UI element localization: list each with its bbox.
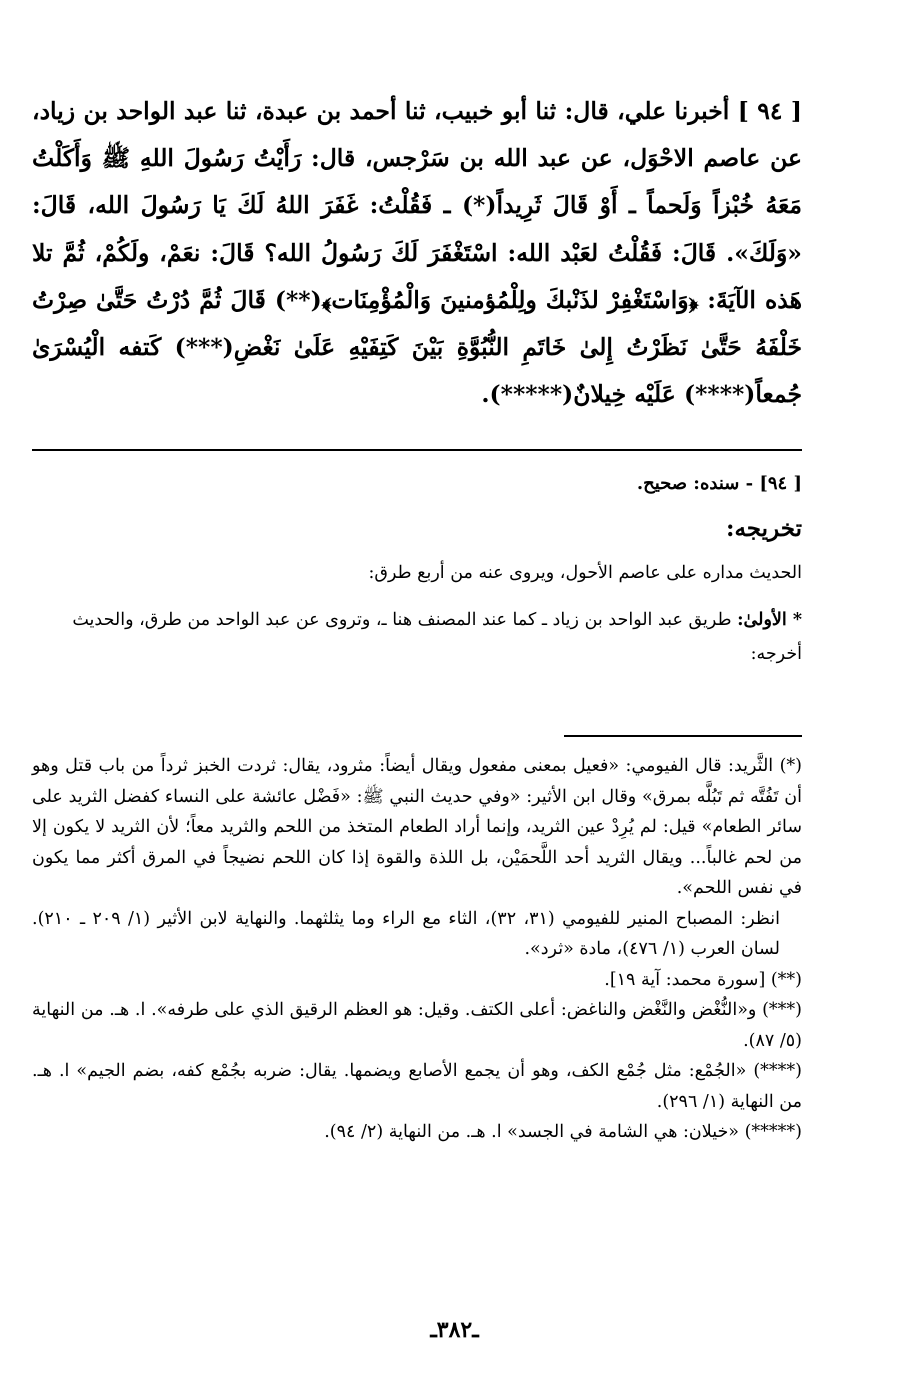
chain-grade: [ ٩٤] - سنده: صحيح. — [636, 473, 802, 495]
takhrij-section — [32, 512, 802, 671]
footnote-khilan: (*****) «خيلان: هي الشامة في الجسد» ا. هـ. من النهاية (٢/ ٩٤). — [324, 1122, 802, 1143]
page-number: ـ٣٨٢ـ — [430, 1317, 479, 1343]
hadith-text: [ ٩٤ ] أخبرنا علي، قال: ثنا أبو خبيب، ثنا أحمد بن عبدة، ثنا عبد الواحد بن زياد، عن عاصم الاحْوَل، عن عبد الله بن سَرْجس، قال: رَأَيْتُ رَسُولَ اللهِ ﷺ وَأَكَلْتُ مَعَهُ خُبْزاً وَلَحماً ـ أَوْ قَالَ ثَرِيداً(*) ـ فَقُلْتُ: غَفَرَ اللهُ لَكَ يَا رَسُولَ الله، قَالَ: «وَلَكَ». قَالَ: فَقُلْتُ لعَبْد الله: اسْتَغْفَرَ لَكَ رَسُولُ الله؟ قَالَ: نعَمْ، ولَكُمْ، ثُمَّ تلا هَذه الآيَةَ: ﴿وَاسْتَغْفِرْ لذَنْبكَ ولِلْمُؤمنينَ وَالْمُؤْمِنَات﴾(**) قَالَ ثُمَّ دُرْتُ حَتَّىٰ صِرْتُ خَلْفَهُ حَتَّىٰ نَظَرْتُ إِلىٰ خَاتَمِ النُّبُوَّةِ بَيْنَ كَتِفَيْهِ عَلَىٰ نَغْضِ(***) كَتفه الْيُسْرَىٰ جُمعاً(****) عَلَيْه خِيلانٌ(*****). — [32, 97, 802, 409]
footnote-tharid: (*) الثَّريد: قال الفيومي: «فعيل بمعنى مفعول ويقال أيضاً: مثرود، يقال: ثردت الخبز ثرداً من باب قتل وهو أن تَفُتَّه ثم تَبُلَّه بمرق» وقال ابن الأثير: «وفي حديث النبي ﷺ: «فَضْل عائشة على النساء كفضل الثريد على سائر الطعام» قيل: لم يُرِدْ عين الثريد، وإنما أراد الطعام المتخذ من اللحم والثريد معاً؛ لأن الثريد لا يكون إلا من لحم غالباً... ويقال الثريد أحد اللَّحمَيْن، بل اللذة والقوة إذا كان اللحم نضيجاً في المرق أكثر مما يكون في نفس اللحم». — [32, 756, 802, 899]
takhrij-heading: تخريجه: — [725, 515, 802, 543]
hadith-text-block — [32, 88, 802, 418]
separator-rule — [32, 449, 802, 451]
page — [32, 88, 802, 1148]
footnote-nughd: (***) و«النُّغْض والنَّغْض والناغض: أعلى الكتف. وقيل: هو العظم الرقيق الذي على طرفه». ا. هـ. من النهاية (٥/ ٨٧). — [32, 1000, 802, 1051]
footnote-separator — [564, 735, 802, 737]
takhrij-first-route — [32, 603, 802, 671]
footnote-surah: (**) [سورة محمد: آية ١٩]. — [604, 969, 802, 990]
first-route-label: * الأولىٰ: — [737, 610, 802, 631]
takhrij-intro: الحديث مداره على عاصم الأحول، ويروى عنه من أربع طرق: — [368, 563, 802, 584]
first-route-text: طريق عبد الواحد بن زياد ـ كما عند المصنف هنا ـ، وتروى عن عبد الواحد من طرق، والحديث أخرجه: — [72, 610, 802, 665]
footnote-jum: (****) «الجُمْع: مثل جُمْع الكف، وهو أن يجمع الأصابع ويضمها. يقال: ضربه بجُمْع كفه، بضم الجيم» ا. هـ. من النهاية (١/ ٢٩٦). — [32, 1061, 802, 1112]
footnotes — [32, 751, 802, 1148]
footnote-tharid-reference: انظر: المصباح المنير للفيومي (٣١، ٣٢)، الثاء مع الراء وما يثلثهما. والنهاية لابن الأثير (١/ ٢٠٩ ـ ٢١٠). لسان العرب (١/ ٤٧٦)، مادة «ثرد». — [32, 908, 780, 960]
